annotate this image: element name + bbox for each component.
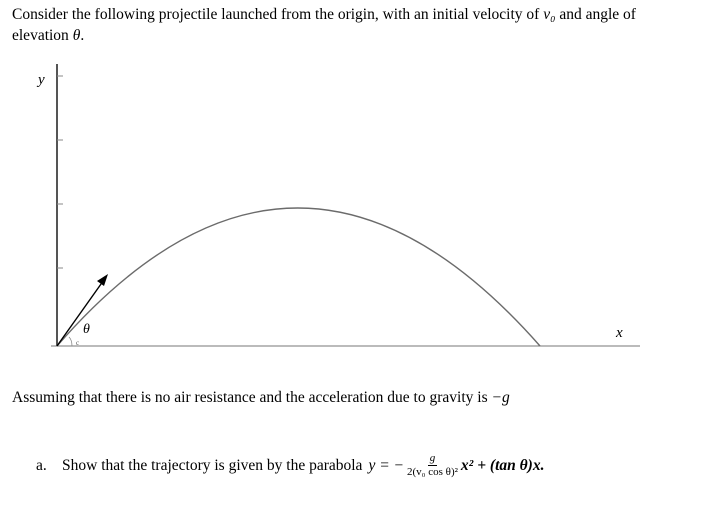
intro-text-before: Consider the following projectile launched from the origin, with an initial velocity of — [12, 6, 540, 23]
equation-lhs: y = − — [368, 456, 405, 474]
intro-text-middle: and angle of elevation — [12, 6, 636, 44]
x-axis-label: x — [616, 325, 623, 341]
part-a — [36, 452, 544, 479]
angle-label: θ — [83, 322, 90, 337]
assumption-text — [12, 389, 510, 407]
velocity-arrow-shaft — [57, 277, 106, 346]
trajectory-curve — [57, 208, 540, 346]
assumption-body: Assuming that there is no air resistance and the acceleration due to gravity is — [12, 389, 488, 406]
part-a-text: Show that the trajectory is given by the parabola — [62, 456, 363, 474]
intro-text-end: . — [80, 27, 85, 44]
angle-symbol: θ — [72, 27, 81, 44]
gravity-symbol: −g — [491, 389, 510, 406]
fraction-numerator: g — [429, 452, 436, 464]
equation-rest: x² + (tan θ)x. — [460, 456, 545, 474]
equation-fraction — [405, 452, 460, 479]
fraction-denominator: 2(v₀ cos θ)² — [407, 466, 458, 478]
angle-arc — [69, 337, 72, 346]
y-axis-label: y — [38, 72, 45, 88]
velocity-symbol: v₀ — [543, 6, 556, 23]
small-mark: c — [76, 339, 80, 347]
trajectory-equation — [368, 452, 544, 479]
velocity-arrow-head — [97, 274, 108, 286]
part-a-marker: a. — [36, 456, 47, 474]
